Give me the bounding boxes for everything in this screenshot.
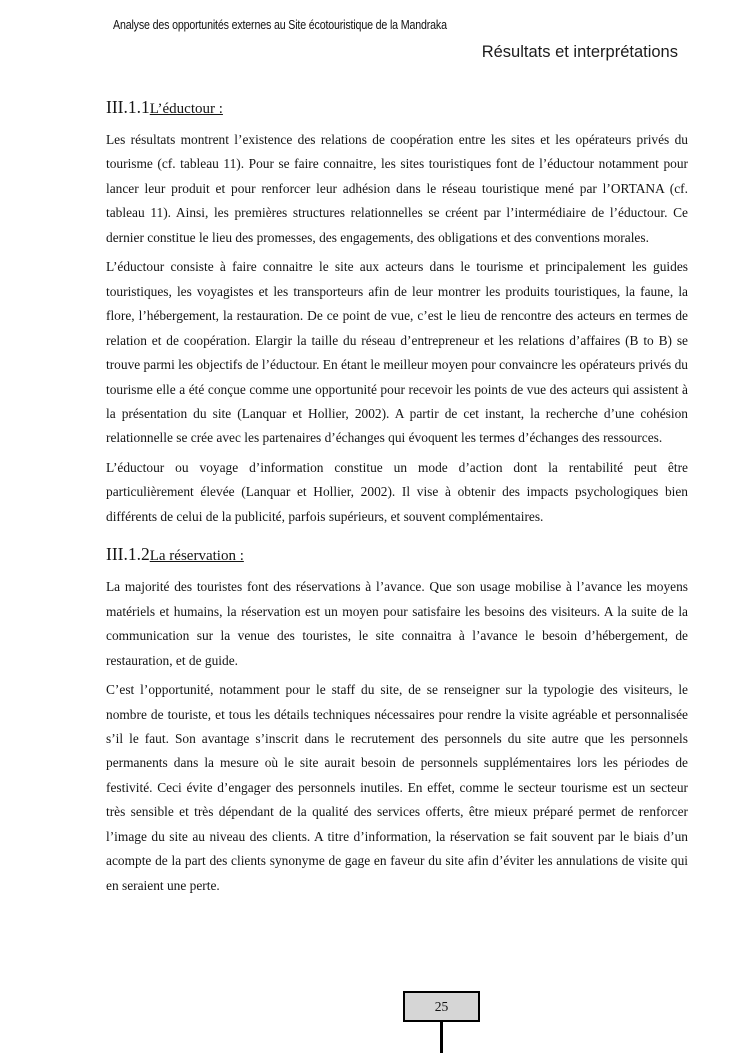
section-heading-reservation [106, 542, 688, 567]
section-heading-eductour [106, 95, 688, 120]
body-paragraph: L’éductour ou voyage d’information constitue un mode d’action dont la rentabilité peut être particulièrement élevée (Lanquar et Hollier, 2002). Il vise à obtenir des impacts psychologiques bien différents de celui de la publicité, parfois supérieurs, et souvent complémentaires. [106, 459, 688, 524]
page-number: 25 [434, 998, 449, 1014]
page-number-box [403, 991, 480, 1022]
page-body [106, 0, 688, 903]
section-number: III.1.2 [106, 544, 150, 565]
running-header-title: Analyse des opportunités externes au Site écotouristique de la Mandraka [113, 17, 447, 32]
chapter-subtitle: Résultats et interprétations [481, 43, 678, 61]
body-paragraph: Les résultats montrent l’existence des relations de coopération entre les sites et les opérateurs privés du tourisme (cf. tableau 11). Pour se faire connaitre, les sites touristiques font de l’éductour notamment pour lancer leur produit et pour renforcer leur adhésion dans le réseau touristique mené par l’ORTANA (cf. tableau 11). Ainsi, les premières structures relationnelles se créent par l’intermédiaire de l’éductour. Ce dernier constitue le lieu des promesses, des engagements, des obligations et des conventions morales. [106, 132, 688, 245]
section-title: La réservation : [149, 548, 244, 565]
body-paragraph: L’éductour consiste à faire connaitre le site aux acteurs dans le tourisme et principalement les guides touristiques, les voyagistes et les transporteurs afin de leur montrer les produits touristiques, la faune, la flore, l’hébergement, la restauration. De ce point de vue, c’est le lieu de rencontre des acteurs en termes de relation et de coopération. Elargir la taille du réseau d’entrepreneur et les relations d’affaires (B to B) se trouve parmi les objectifs de l’éductour. En étant le meilleur moyen pour convaincre les opérateurs privés du tourisme elle a été conçue comme une opportunité pour recevoir les points de vue des acteurs qui assistent à la présentation du site (Lanquar et Hollier, 2002). A partir de cet instant, la recherche d’une cohésion relationnelle se crée avec les partenaires d’échanges qui évoquent les termes d’échanges des ressources. [106, 259, 688, 446]
body-paragraph: La majorité des touristes font des réservations à l’avance. Que son usage mobilise à l’avance les moyens matériels et humains, la réservation est un moyen pour satisfaire les besoins des visiteurs. A la suite de la communication sur la venue des touristes, le site connaitra à l’avance le besoin d’hébergement, de restauration, et de guide. [106, 579, 688, 668]
footer-connector-line [440, 1022, 443, 1053]
section-number: III.1.1 [106, 97, 150, 117]
section-title: L’éductour : [149, 101, 223, 117]
body-paragraph: C’est l’opportunité, notamment pour le staff du site, de se renseigner sur la typologie des visiteurs, le nombre de touriste, et tous les détails techniques nécessaires pour rendre la visite agréable et personnalisée s’il le faut. Son avantage s’inscrit dans le recrutement des personnels du site autre que les personnels permanents dans la mesure où le site aurait besoin de personnels supplémentaires lors les périodes de festivité. Ceci évite d’engager des personnels inutiles. En effet, comme le secteur tourisme est un secteur très sensible et très dépendant de la qualité des services offerts, être mieux préparé permet de renforcer l’image du site au niveau des clients. A titre d’information, la réservation se fait souvent par le biais d’un acompte de la part des clients synonyme de gage en faveur du site afin d’éviter les annulations de visite qui en seraient une perte. [106, 682, 688, 893]
